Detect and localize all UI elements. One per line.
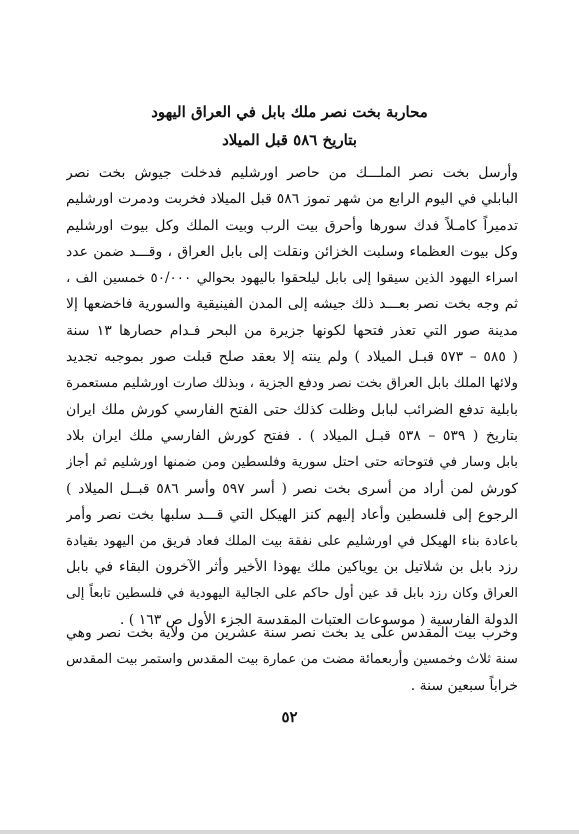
text-line: الرجوع إلى فلسطين وأعاد إليهم كنز الهيكل التي قـــد سلبها بخت نصر وأمر — [66, 506, 518, 523]
text-line: بابل وسار في فتوحاته حتى احتل سورية وفلسطين ومن ضمنها اورشليم ثم أجاز — [66, 454, 518, 471]
heading-line-1: محاربة بخت نصر ملك بابل في العراق اليهود — [151, 103, 428, 121]
text-line: ثم وجه بخت نصر بعـــد ذلك جيشه إلى المدن الفينيقية والسورية فاخضعها إلا — [66, 296, 518, 313]
text-line: اسراء اليهود الذين سيقوا إلى بابل ليلحقوا باليهود بحوالي ٥٠/٠٠٠ خمسين الف ، — [66, 270, 518, 287]
text-line: الدولة الفارسية ( موسوعات العتبات المقدسة الجزء الأول ص ١٦٣ ) . — [119, 612, 518, 629]
text-line: وأرسل بخت نصر الملـــك من حاصر اورشليم فدخلت جيوش بخت نصر — [66, 165, 518, 181]
paragraph-2 — [66, 620, 518, 699]
text-line: كورش لمن أراد من أسرى بخت نصر ( أسر ٥٩٧ وأسر ٥٨٦ قبــل الميلاد ) — [66, 480, 518, 497]
text-line: بتاريخ ( ٥٣٩ – ٥٣٨ قبـل الميلاد ) . ففتح كورش الفارسي ملك ايران بلاد — [66, 427, 518, 444]
text-line: باعادة بناء الهيكل في اورشليم على نفقة بيت الملك فعاد فريق من اليهود بقيادة — [66, 533, 518, 550]
text-line: بابلية تدفع الضرائب لبابل وظلت كذلك حتى الفتح الفارسي كورش ملك ايران — [66, 401, 518, 418]
heading-line-2: بتاريخ ٥٨٦ قبل الميلاد — [222, 131, 357, 149]
text-line: ( ٥٨٥ – ٥٧٣ قبـل الميلاد ) ولم ينته إلا بعقد صلح قبلت صور بموجبه تجديد — [66, 349, 518, 366]
text-line: تدميراً كامـلاً فدك سورها وأحرق بيت الرب وبيت الملك وكل بيوت اورشليم — [66, 217, 518, 234]
page-number: ٥٢ — [281, 708, 298, 726]
text-line: العراق وكان رزد بابل قد عين أول حاكم على الجالية اليهودية في فلسطين تابعاً إلى — [66, 585, 518, 601]
text-line: خراباً سبعين سنة . — [410, 677, 518, 694]
text-line: رزد بابل بن شلاتيل بن يوياكين ملك يهوذا الأخير وأثر الآخرون البقاء في بابل — [66, 559, 518, 576]
text-line: وخرب بيت المقدس على يد بخت نصر سنة عشرين من ولاية بخت نصر وهي — [66, 625, 518, 641]
text-line: البابلي في اليوم الرابع من شهر تموز ٥٨٦ قبل الميلاد فخربت ودمرت اورشليم — [66, 191, 518, 208]
text-line: ولائها الملك بابل العراق بخت نصر ودفع الجزية ، وبذلك صارت اورشليم مستعمرة — [66, 375, 518, 392]
text-line: وكل بيوت العظماء وسلبت الخزائن ونقلت إلى بابل العراق ، وقـــد ضمن عدد — [66, 243, 518, 260]
chapter-heading — [60, 98, 519, 154]
text-line: مدينة صور التي تعذر فتحها لكونها جزيرة من البحر فـدام حصارها ١٣ سنة — [66, 322, 518, 339]
paragraph-1 — [66, 160, 518, 633]
text-line: سنة ثلاث وخمسين وأربعمائة مضت من عمارة بيت المقدس واستمر بيت المقدس — [66, 651, 518, 668]
page-bottom-edge — [0, 830, 579, 834]
